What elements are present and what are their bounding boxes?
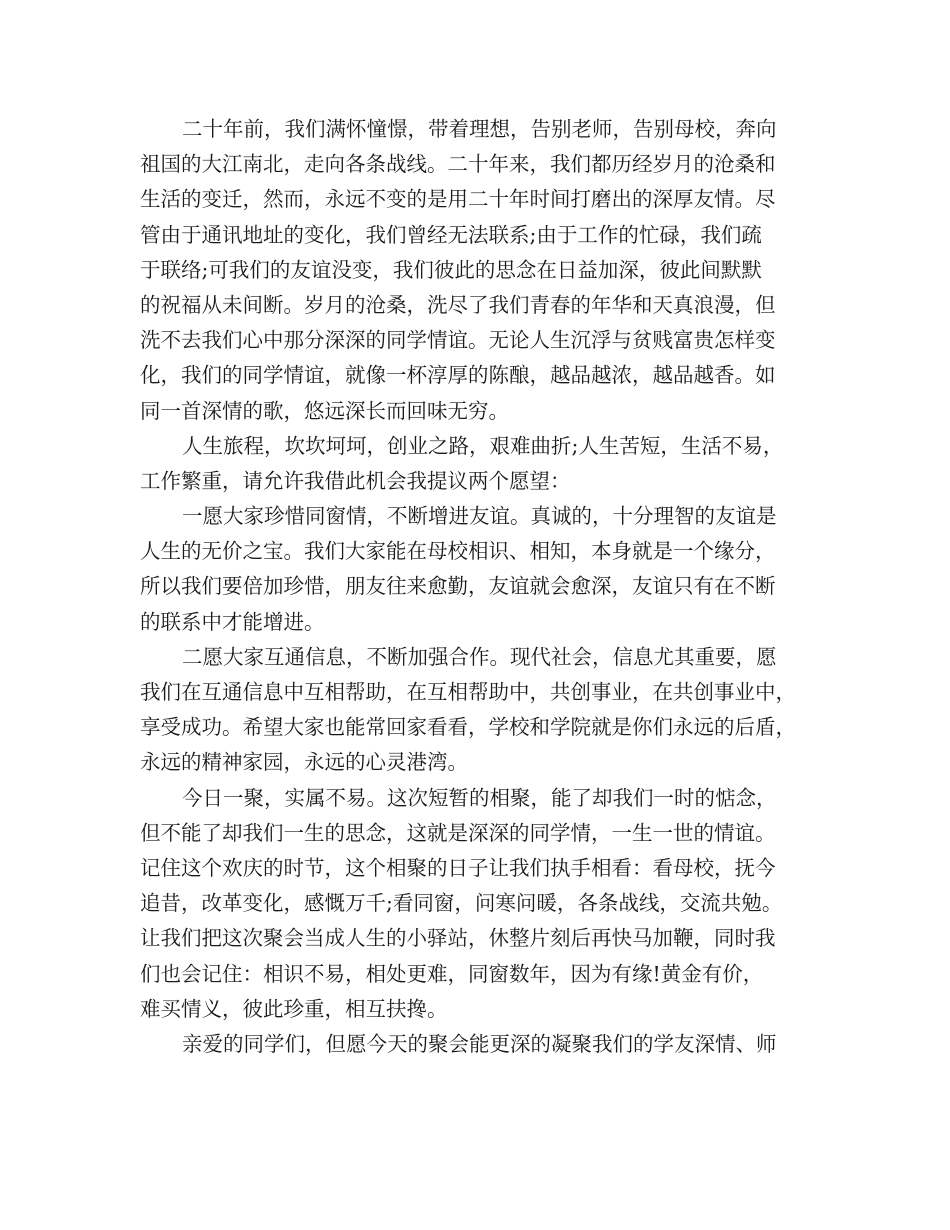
text-line: 同一首深情的歌，悠远深长而回味无穷。: [140, 398, 509, 423]
text-line: 管由于通讯地址的变化，我们曾经无法联系;由于工作的忙碌，我们疏: [140, 222, 762, 247]
paragraph-first-line: 二愿大家互通信息，不断加强合作。现代社会，信息尤其重要，愿: [182, 644, 777, 669]
text-line: 于联络;可我们的友谊没变，我们彼此的思念在日益加深，彼此间默默: [140, 257, 762, 282]
paragraph-first-line: 亲爱的同学们，但愿今天的聚会能更深的凝聚我们的学友深情、师: [182, 1031, 777, 1056]
text-line: 但不能了却我们一生的思念，这就是深深的同学情，一生一世的情谊。: [140, 820, 776, 845]
paragraph-first-line: 人生旅程，坎坎坷坷，创业之路，艰难曲折;人生苦短，生活不易，: [182, 433, 784, 458]
text-line: 所以我们要倍加珍惜，朋友往来愈勤，友谊就会愈深，友谊只有在不断: [140, 574, 776, 599]
paragraph-first-line: 一愿大家珍惜同窗情，不断增进友谊。真诚的，十分理智的友谊是: [182, 504, 777, 529]
text-line: 祖国的大江南北，走向各条战线。二十年来，我们都历经岁月的沧桑和: [140, 152, 776, 177]
text-line: 的联系中才能增进。: [140, 609, 325, 634]
text-line: 享受成功。希望大家也能常回家看看，学校和学院就是你们永远的后盾，: [140, 715, 796, 740]
text-line: 人生的无价之宝。我们大家能在母校相识、相知，本身就是一个缘分，: [140, 539, 776, 564]
paragraph-first-line: 二十年前，我们满怀憧憬，带着理想，告别老师，告别母校，奔向: [182, 117, 777, 141]
text-line: 工作繁重，请允许我借此机会我提议两个愿望：: [140, 468, 571, 493]
text-line: 们也会记住：相识不易，相处更难，同窗数年，因为有缘!黄金有价，: [140, 961, 764, 986]
text-line: 难买情义，彼此珍重，相互扶搀。: [140, 996, 448, 1021]
paragraph-first-line: 今日一聚，实属不易。这次短暂的相聚，能了却我们一时的惦念，: [182, 785, 777, 810]
text-line: 记住这个欢庆的时节，这个相聚的日子让我们执手相看：看母校，抚今: [140, 855, 776, 880]
document-body: [140, 112, 830, 1062]
text-line: 化，我们的同学情谊，就像一杯淳厚的陈酿，越品越浓，越品越香。如: [140, 363, 776, 388]
text-line: 让我们把这次聚会当成人生的小驿站，休整片刻后再快马加鞭，同时我: [140, 926, 776, 951]
text-line: 洗不去我们心中那分深深的同学情谊。无论人生沉浮与贫贱富贵怎样变: [140, 328, 776, 353]
text-line: 我们在互通信息中互相帮助，在互相帮助中，共创事业，在共创事业中，: [140, 680, 796, 704]
text-line: 生活的变迁，然而，永远不变的是用二十年时间打磨出的深厚友情。尽: [140, 187, 776, 212]
text-line: 的祝福从未间断。岁月的沧桑，洗尽了我们青春的年华和天真浪漫，但: [140, 292, 776, 317]
text-line: 追昔，改革变化，感慨万千;看同窗，问寒问暖，各条战线，交流共勉。: [140, 891, 783, 916]
text-line: 永远的精神家园，永远的心灵港湾。: [140, 750, 468, 775]
